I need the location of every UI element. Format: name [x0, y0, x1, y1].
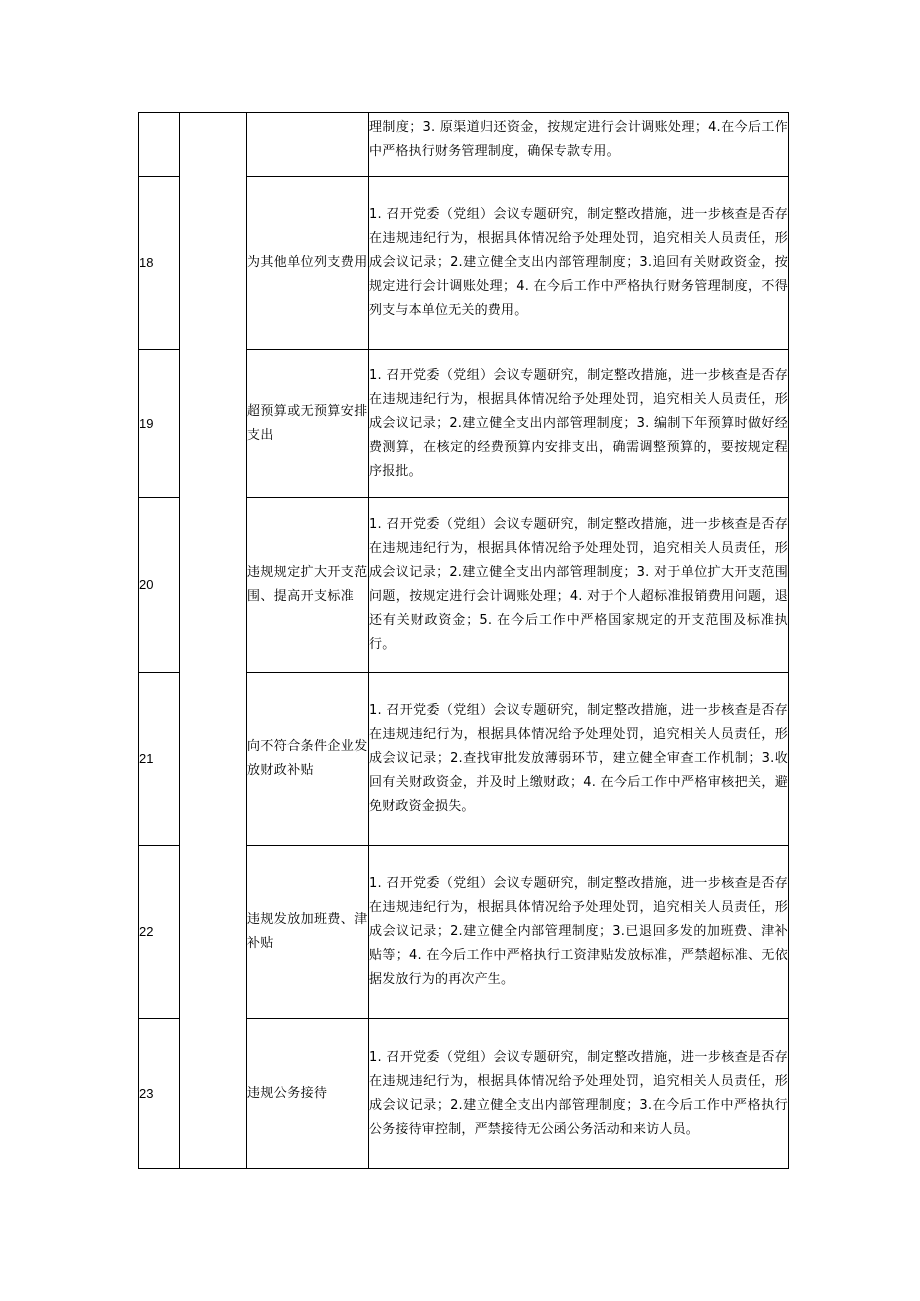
issue-cell: 违规规定扩大开支范围、提高开支标准 [247, 498, 369, 673]
measure-cell: 理制度；3. 原渠道归还资金，按规定进行会计调账处理；4.在今后工作中严格执行财务管理制度，确保专款专用。 [369, 113, 789, 177]
row-number [139, 113, 180, 177]
row-number: 21 [139, 673, 180, 846]
row-number: 23 [139, 1019, 180, 1169]
measure-cell: 1. 召开党委（党组）会议专题研究，制定整改措施，进一步核查是否存在违规违纪行为，根据具体情况给予处理处罚，追究相关人员责任，形成会议记录；2.建立健全支出内部管理制度；3. 编制下年预算时做好经费测算，在核定的经费预算内安排支出，确需调整预算的，要按规定程序报批。 [369, 350, 789, 498]
issue-cell [247, 113, 369, 177]
rectification-table [138, 112, 789, 1169]
measure-cell: 1. 召开党委（党组）会议专题研究，制定整改措施，进一步核查是否存在违规违纪行为，根据具体情况给予处理处罚，追究相关人员责任，形成会议记录；2.建立健全内部管理制度；3.已退回多发的加班费、津补贴等；4. 在今后工作中严格执行工资津贴发放标准，严禁超标准、无依据发放行为的再次产生。 [369, 846, 789, 1019]
measure-cell: 1. 召开党委（党组）会议专题研究，制定整改措施，进一步核查是否存在违规违纪行为，根据具体情况给予处理处罚，追究相关人员责任，形成会议记录；2.建立健全支出内部管理制度；3.在今后工作中严格执行公务接待审控制，严禁接待无公函公务活动和来访人员。 [369, 1019, 789, 1169]
row-number: 18 [139, 177, 180, 350]
row-number: 20 [139, 498, 180, 673]
issue-cell: 超预算或无预算安排支出 [247, 350, 369, 498]
category-cell [180, 113, 247, 1169]
issue-cell: 违规发放加班费、津补贴 [247, 846, 369, 1019]
issue-cell: 违规公务接待 [247, 1019, 369, 1169]
measure-cell: 1. 召开党委（党组）会议专题研究，制定整改措施，进一步核查是否存在违规违纪行为，根据具体情况给予处理处罚，追究相关人员责任，形成会议记录；2.建立健全支出内部管理制度；3.追回有关财政资金，按规定进行会计调账处理；4. 在今后工作中严格执行财务管理制度，不得列支与本单位无关的费用。 [369, 177, 789, 350]
measure-cell: 1. 召开党委（党组）会议专题研究，制定整改措施，进一步核查是否存在违规违纪行为，根据具体情况给予处理处罚，追究相关人员责任，形成会议记录；2.建立健全支出内部管理制度；3. 对于单位扩大开支范围问题，按规定进行会计调账处理；4. 对于个人超标准报销费用问题，退还有关财政资金；5. 在今后工作中严格国家规定的开支范围及标准执行。 [369, 498, 789, 673]
issue-cell: 向不符合条件企业发放财政补贴 [247, 673, 369, 846]
row-number: 22 [139, 846, 180, 1019]
issue-cell: 为其他单位列支费用 [247, 177, 369, 350]
measure-cell: 1. 召开党委（党组）会议专题研究，制定整改措施，进一步核查是否存在违规违纪行为，根据具体情况给予处理处罚，追究相关人员责任，形成会议记录；2.查找审批发放薄弱环节，建立健全审查工作机制；3.收回有关财政资金，并及时上缴财政；4. 在今后工作中严格审核把关，避免财政资金损失。 [369, 673, 789, 846]
row-number: 19 [139, 350, 180, 498]
table-row [139, 113, 789, 177]
